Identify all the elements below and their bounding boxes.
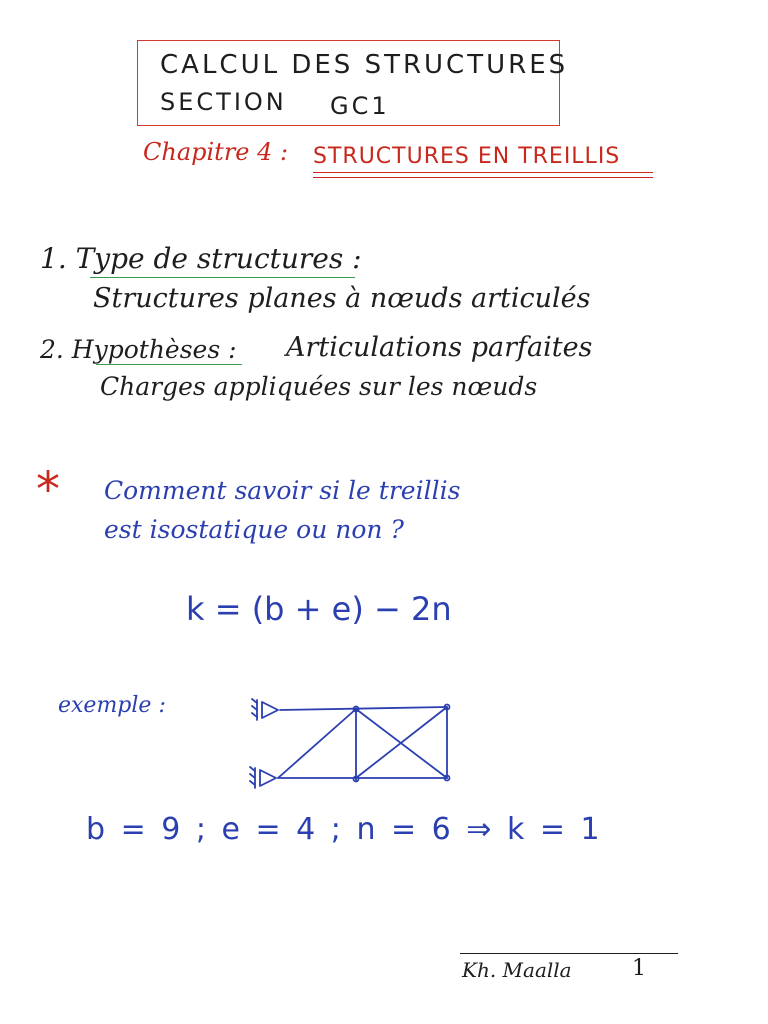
footer-author: Kh. Maalla [462,958,572,982]
support-bottom-triangle [260,770,276,786]
course-title: CALCUL DES STRUCTURES [160,50,569,80]
support-top-triangle [262,702,278,718]
section2-heading: 2. Hypothèses : [40,335,237,364]
example-result: b = 9 ; e = 4 ; n = 6 ⇒ k = 1 [86,812,600,847]
truss-top-chord [280,707,447,710]
section2-body: Charges appliquées sur les nœuds [100,372,538,401]
formula: k = (b + e) − 2n [186,590,452,628]
truss-diagonal-left [278,709,356,778]
chapter-label: Chapitre 4 : [143,138,289,166]
question-line1: Comment savoir si le treillis [104,476,461,505]
question-line2: est isostatique ou non ? [104,515,404,544]
asterisk-marker: * [36,462,60,518]
section2-heading-rest: Articulations parfaites [286,332,593,363]
section-code: GC1 [330,92,390,120]
footer-rule [460,953,678,954]
example-label: exemple : [58,693,166,718]
chapter-title: STRUCTURES EN TREILLIS [313,144,621,169]
section1-body: Structures planes à nœuds articulés [93,283,591,314]
section1-heading: 1. Type de structures : [40,242,362,275]
section-label: SECTION [160,88,287,116]
footer-page-number: 1 [632,956,646,981]
